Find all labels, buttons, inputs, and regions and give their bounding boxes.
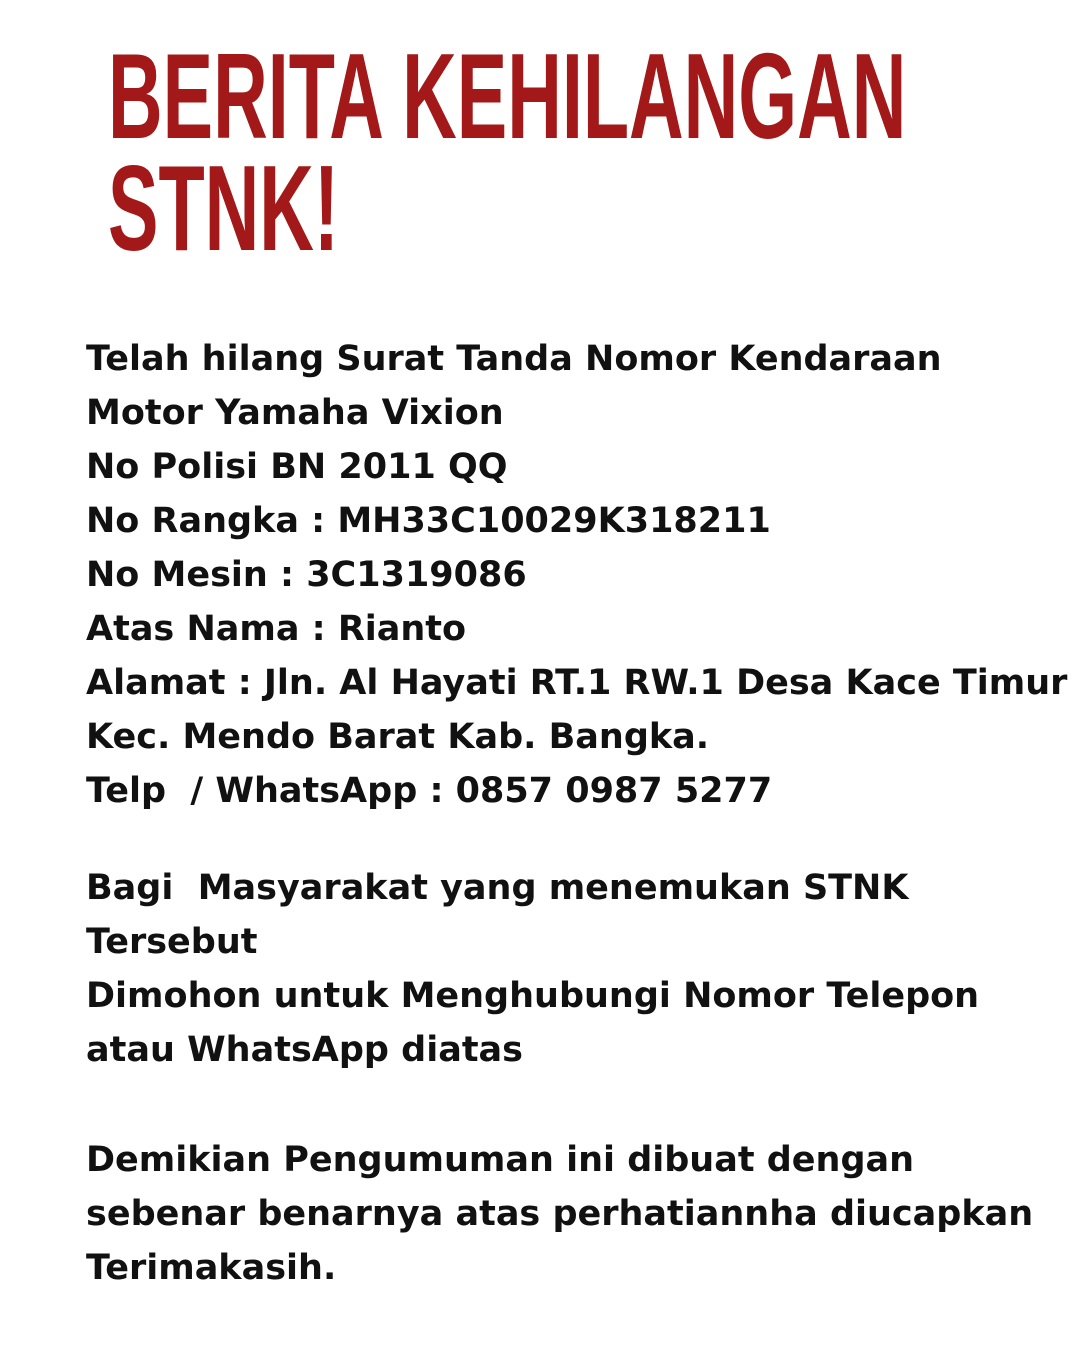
closing-line: sebenar benarnya atas perhatiannha diucapkan xyxy=(86,1194,1034,1234)
title-line-2: STNK! xyxy=(108,140,340,276)
details-plate-number: No Polisi BN 2011 QQ xyxy=(86,447,508,487)
request-line: atau WhatsApp diatas xyxy=(86,1030,524,1070)
details-address: Alamat : Jln. Al Hayati RT.1 RW.1 Desa Kace Timur xyxy=(86,663,1068,703)
title-line-1: BERITA KEHILANGAN xyxy=(108,28,907,164)
details-owner-name: Atas Nama : Rianto xyxy=(86,609,467,649)
closing-line: Terimakasih. xyxy=(86,1248,337,1288)
details-phone: Telp / WhatsApp : 0857 0987 5277 xyxy=(86,771,773,811)
page-title xyxy=(108,28,907,276)
details-address-cont: Kec. Mendo Barat Kab. Bangka. xyxy=(86,717,710,757)
details-frame-number: No Rangka : MH33C10029K318211 xyxy=(86,501,771,541)
details-engine-number: No Mesin : 3C1319086 xyxy=(86,555,527,595)
request-line: Tersebut xyxy=(86,922,258,962)
details-vehicle: Motor Yamaha Vixion xyxy=(86,393,504,433)
request-line: Bagi Masyarakat yang menemukan STNK xyxy=(86,868,909,908)
vehicle-details xyxy=(86,332,1068,818)
closing-line: Demikian Pengumuman ini dibuat dengan xyxy=(86,1140,915,1180)
closing-statement xyxy=(86,1133,1046,1295)
finder-request xyxy=(86,861,1046,1077)
details-intro: Telah hilang Surat Tanda Nomor Kendaraan xyxy=(86,339,942,379)
request-line: Dimohon untuk Menghubungi Nomor Telepon xyxy=(86,976,980,1016)
